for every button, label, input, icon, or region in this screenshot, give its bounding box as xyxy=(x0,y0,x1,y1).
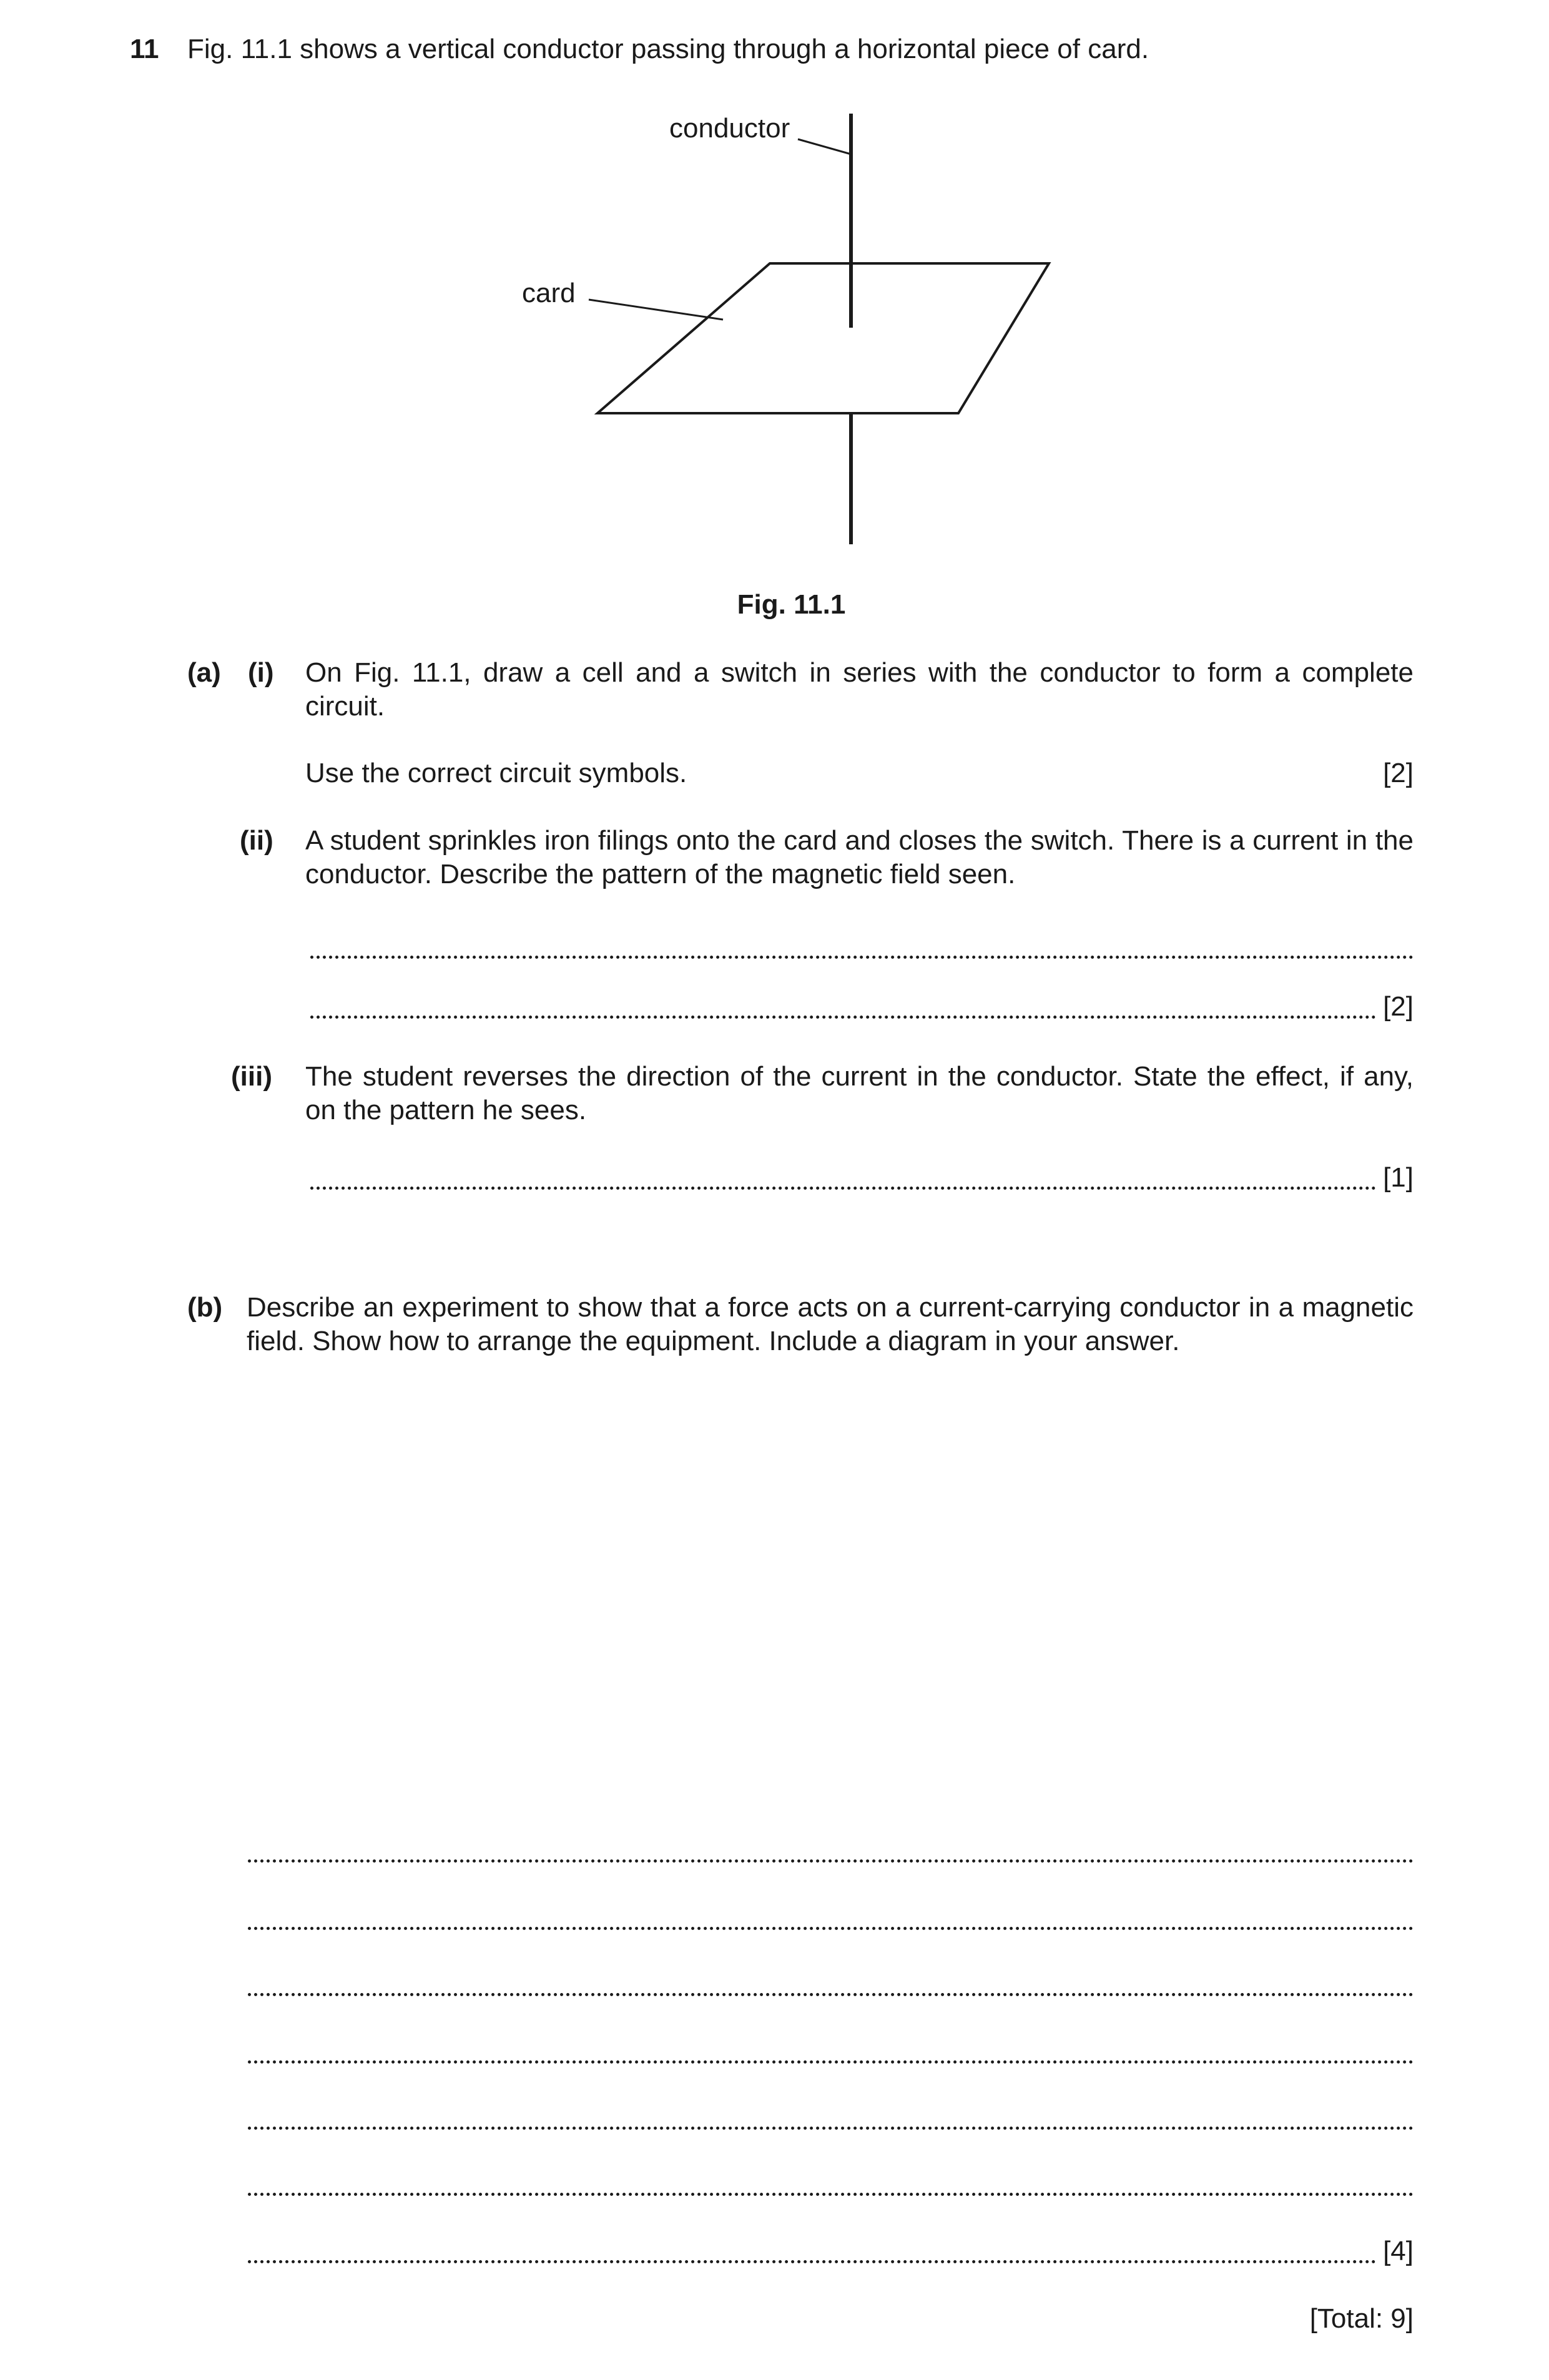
answer-line-b-6[interactable] xyxy=(248,2167,1414,2205)
part-b-marks: [4] xyxy=(1383,2236,1414,2266)
part-a-i-marks: [2] xyxy=(1383,758,1414,788)
part-a-label: (a) xyxy=(187,657,221,688)
answer-line-a-iii[interactable] xyxy=(310,1161,1414,1198)
total-marks: [Total: 9] xyxy=(1309,2303,1414,2334)
card-leader-line xyxy=(589,300,723,320)
part-b-text: Describe an experiment to show that a force acts on a current-carrying conductor in a magnetic field. Show how to arrange the equipment. Include a diagram in your answer. xyxy=(247,1292,1414,1356)
answer-line-b-1[interactable] xyxy=(248,1834,1414,1871)
question-intro: Fig. 11.1 shows a vertical conductor passing through a horizontal piece of card. xyxy=(187,34,1149,64)
answer-line-b-3[interactable] xyxy=(248,1967,1414,2005)
part-a-ii-label: (ii) xyxy=(240,825,273,856)
answer-line-a-ii-1[interactable] xyxy=(310,930,1414,967)
question-number: 11 xyxy=(130,34,159,64)
part-a-ii-text: A student sprinkles iron filings onto the card and closes the switch. There is a current in the conductor. Describe the pattern of the magnetic field seen. xyxy=(305,825,1414,889)
part-a-i-label: (i) xyxy=(248,657,274,688)
figure-11-1 xyxy=(0,0,1549,624)
answer-line-b-7[interactable] xyxy=(248,2235,1414,2272)
answer-line-a-ii-2[interactable] xyxy=(310,990,1414,1027)
conductor-leader-line xyxy=(798,139,851,154)
answer-line-b-5[interactable] xyxy=(248,2101,1414,2138)
part-a-i-text: On Fig. 11.1, draw a cell and a switch in series with the conductor to form a complete circuit. xyxy=(305,657,1414,722)
conductor-label: conductor xyxy=(669,113,790,144)
answer-line-b-2[interactable] xyxy=(248,1901,1414,1939)
diagram-answer-space[interactable] xyxy=(247,1373,1414,1810)
figure-caption: Fig. 11.1 xyxy=(737,589,846,620)
answer-line-b-4[interactable] xyxy=(248,2035,1414,2072)
part-b-label: (b) xyxy=(187,1292,223,1323)
part-a-ii-marks: [2] xyxy=(1383,991,1414,1022)
part-a-iii-text: The student reverses the direction of the current in the conductor. State the effect, if any, on the pattern he sees. xyxy=(305,1061,1414,1125)
part-a-i-text2: Use the correct circuit symbols. xyxy=(305,758,687,788)
part-a-iii-marks: [1] xyxy=(1383,1162,1414,1193)
card-shape xyxy=(597,263,1049,413)
card-label: card xyxy=(522,278,576,308)
part-a-iii-label: (iii) xyxy=(231,1061,272,1092)
